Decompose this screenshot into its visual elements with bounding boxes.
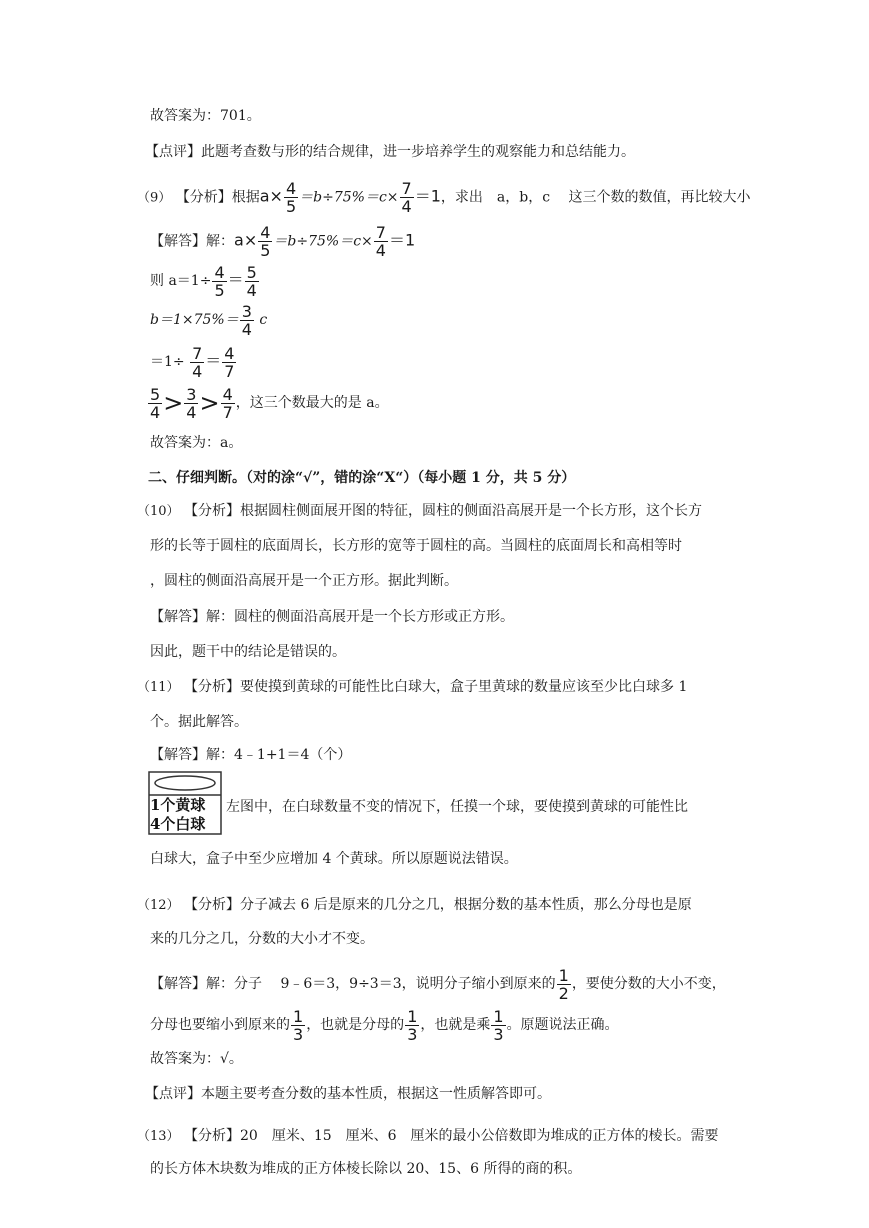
q10-analysis-line2: 形的长等于圆柱的底面周长，长方形的宽等于圆柱的高。当圆柱的底面周长和高相等时	[150, 538, 682, 554]
q9-fraction-4-7	[221, 386, 235, 421]
ball-box-illustration	[148, 771, 222, 835]
q13-analysis-line2: 的长方体木块数为堆成的正方体棱长除以 20、15、6 所得的商的积。	[150, 1161, 582, 1177]
q13-analysis-text: 【分析】20 厘米、15 厘米、6 厘米的最小公倍数即为堆成的正方体的棱长。需要	[184, 1128, 719, 1144]
fraction-denominator: 3	[407, 1024, 418, 1044]
q9-solution	[150, 223, 416, 260]
q9-middle-expression: ＝b÷75%＝c×	[273, 233, 373, 250]
q10-analysis-line1	[137, 501, 702, 522]
q9-answer: 故答案为：a。	[150, 435, 243, 451]
q12-solution-text: 。原题说法正确。	[506, 1017, 619, 1033]
q12-fraction-1-3	[491, 1008, 505, 1043]
fraction-numerator: 7	[401, 179, 412, 198]
fraction-denominator: 7	[224, 361, 235, 381]
q9-step-a	[150, 262, 260, 298]
greater-than-sign: >	[163, 389, 184, 417]
q13-analysis-line1	[137, 1126, 719, 1147]
q13-number: （13）	[137, 1129, 180, 1144]
fraction-numerator: 5	[246, 262, 257, 282]
fraction-denominator: 4	[246, 280, 257, 300]
q9-step-c	[150, 343, 237, 379]
q9-number: （9）	[137, 190, 172, 206]
fraction-denominator: 7	[222, 402, 233, 422]
q12-solution-text: 分母也要缩小到原来的	[150, 1017, 290, 1033]
q9-var-a: a	[259, 186, 270, 206]
q12-analysis-line1	[137, 895, 692, 916]
q12-review: 【点评】本题主要考查分数的基本性质，根据这一性质解答即可。	[145, 1086, 551, 1102]
q9-var-a: a	[234, 230, 244, 250]
q9-equals-one: ＝1	[414, 186, 441, 206]
box-label-white: 4个白球	[150, 815, 206, 833]
q9-step-a-prefix: 则 a＝1÷	[150, 273, 212, 289]
fraction-denominator: 5	[285, 197, 297, 216]
fraction-numerator: 3	[186, 384, 197, 404]
section-heading: 二、仔细判断。（对的涂“√”，错的涂“X“）（每小题 1 分，共 5 分）	[148, 470, 576, 486]
fraction-numerator: 4	[224, 343, 235, 363]
q11-analysis-text: 【分析】要使摸到黄球的可能性比白球大，盒子里黄球的数量应该至少比白球多 1	[184, 679, 688, 695]
q9-var-c: c	[259, 312, 268, 328]
q10-solution-line1: 【解答】解：圆柱的侧面沿高展开是一个长方形或正方形。	[150, 609, 514, 625]
q12-solution-text: 【解答】解：分子 9﹣6＝3，9÷3＝3，说明分子缩小到原来的	[150, 976, 556, 992]
fraction-numerator: 4	[285, 179, 297, 198]
box-label-yellow: 1个黄球	[150, 796, 206, 814]
q9-comparison-suffix: ，这三个数最大的是 a。	[235, 395, 389, 411]
fraction-denominator: 4	[186, 402, 197, 422]
q11-analysis-line1	[137, 677, 687, 698]
q11-analysis-line2: 个。据此解答。	[150, 714, 248, 730]
q11-solution-line2: 左图中，在白球数量不变的情况下，任摸一个球，要使摸到黄球的可能性比	[226, 799, 688, 815]
q12-number: （12）	[137, 898, 180, 913]
q11-solution-line1: 【解答】解：4﹣1+1＝4（个）	[150, 747, 352, 763]
q12-solution-line1	[150, 966, 726, 1002]
review-line: 【点评】此题考查数与形的结合规律，进一步培养学生的观察能力和总结能力。	[145, 144, 635, 160]
q9-fraction-4-7	[222, 345, 236, 380]
q9-fraction-4-5	[212, 264, 226, 299]
greater-than-sign: >	[199, 389, 220, 417]
q9-step-b-prefix: b＝1×75%＝	[150, 312, 239, 328]
q9-fraction-4-5	[258, 224, 272, 259]
q11-number: （11）	[137, 680, 180, 695]
q12-solution-text: ，也就是分母的	[306, 1017, 405, 1033]
q9-middle-expression: ＝b÷75%＝c×	[299, 189, 399, 206]
q9-comparison	[147, 384, 389, 422]
q9-solution-prefix: 【解答】解：	[150, 233, 234, 250]
q9-step-b	[150, 302, 267, 338]
q9-fraction-7-4	[374, 224, 388, 259]
answer-line: 故答案为：701。	[150, 108, 261, 124]
fraction-denominator: 3	[293, 1024, 304, 1044]
q9-fraction-3-4	[184, 386, 198, 421]
q9-step-c-prefix: ＝1÷	[150, 354, 190, 370]
q9-fraction-7-4	[400, 180, 414, 215]
fraction-denominator: 5	[214, 280, 225, 300]
q10-analysis-text: 【分析】根据圆柱侧面展开图的特征，圆柱的侧面沿高展开是一个长方形，这个长方	[184, 503, 702, 519]
fraction-denominator: 2	[558, 983, 569, 1003]
fraction-denominator: 4	[192, 361, 203, 381]
fraction-numerator: 7	[192, 343, 203, 363]
fraction-denominator: 4	[401, 197, 412, 216]
q12-fraction-1-3	[291, 1008, 305, 1043]
fraction-denominator: 4	[150, 402, 161, 422]
q10-analysis-line3: ，圆柱的侧面沿高展开是一个正方形。据此判断。	[150, 573, 458, 589]
fraction-numerator: 4	[214, 262, 225, 282]
fraction-numerator: 1	[558, 965, 569, 985]
q12-fraction-1-2	[557, 967, 571, 1002]
fraction-numerator: 3	[241, 301, 252, 321]
q10-solution-line2: 因此，题干中的结论是错误的。	[150, 644, 346, 660]
q12-analysis-text: 【分析】分子减去 6 后是原来的几分之几，根据分数的基本性质，那么分母也是原	[184, 897, 692, 913]
fraction-denominator: 5	[260, 241, 271, 260]
q12-analysis-line2: 来的几分之几，分数的大小才不变。	[150, 931, 374, 947]
fraction-numerator: 7	[375, 223, 386, 242]
equals-sign: ＝	[227, 270, 244, 289]
fraction-denominator: 3	[493, 1024, 504, 1044]
q12-solution-text: ，也就是乘	[420, 1017, 491, 1033]
equals-sign: ＝	[205, 351, 222, 370]
fraction-numerator: 4	[222, 384, 233, 404]
q9-analysis-prefix: 【分析】根据	[175, 189, 260, 206]
q9-fraction-5-4	[245, 264, 259, 299]
fraction-denominator: 4	[375, 241, 386, 260]
q11-solution-line3: 白球大，盒子中至少应增加 4 个黄球。所以原题说法错误。	[150, 851, 518, 867]
q12-answer: 故答案为：√。	[150, 1051, 243, 1067]
fraction-denominator: 4	[241, 319, 252, 339]
q10-number: （10）	[137, 504, 180, 519]
fraction-numerator: 4	[260, 223, 271, 242]
fraction-numerator: 1	[493, 1006, 504, 1026]
fraction-numerator: 5	[150, 384, 161, 404]
q12-fraction-1-3	[405, 1008, 419, 1043]
q9-fraction-3-4	[240, 303, 254, 338]
q12-solution-text: ，要使分数的大小不变，	[571, 976, 726, 992]
q9-times: ×	[243, 230, 258, 250]
q9-fraction-7-4	[190, 345, 204, 380]
q12-solution-line2	[150, 1007, 619, 1043]
q9-equals-one: ＝1	[388, 230, 416, 250]
fraction-numerator: 1	[293, 1006, 304, 1026]
q9-analysis-suffix: ，求出 a，b，c 这三个数的数值，再比较大小	[440, 189, 751, 206]
fraction-numerator: 1	[407, 1006, 418, 1026]
q9-times: ×	[269, 186, 283, 206]
q9-fraction-4-5	[284, 180, 298, 215]
q9-fraction-5-4	[148, 386, 162, 421]
q9-analysis	[137, 179, 751, 216]
